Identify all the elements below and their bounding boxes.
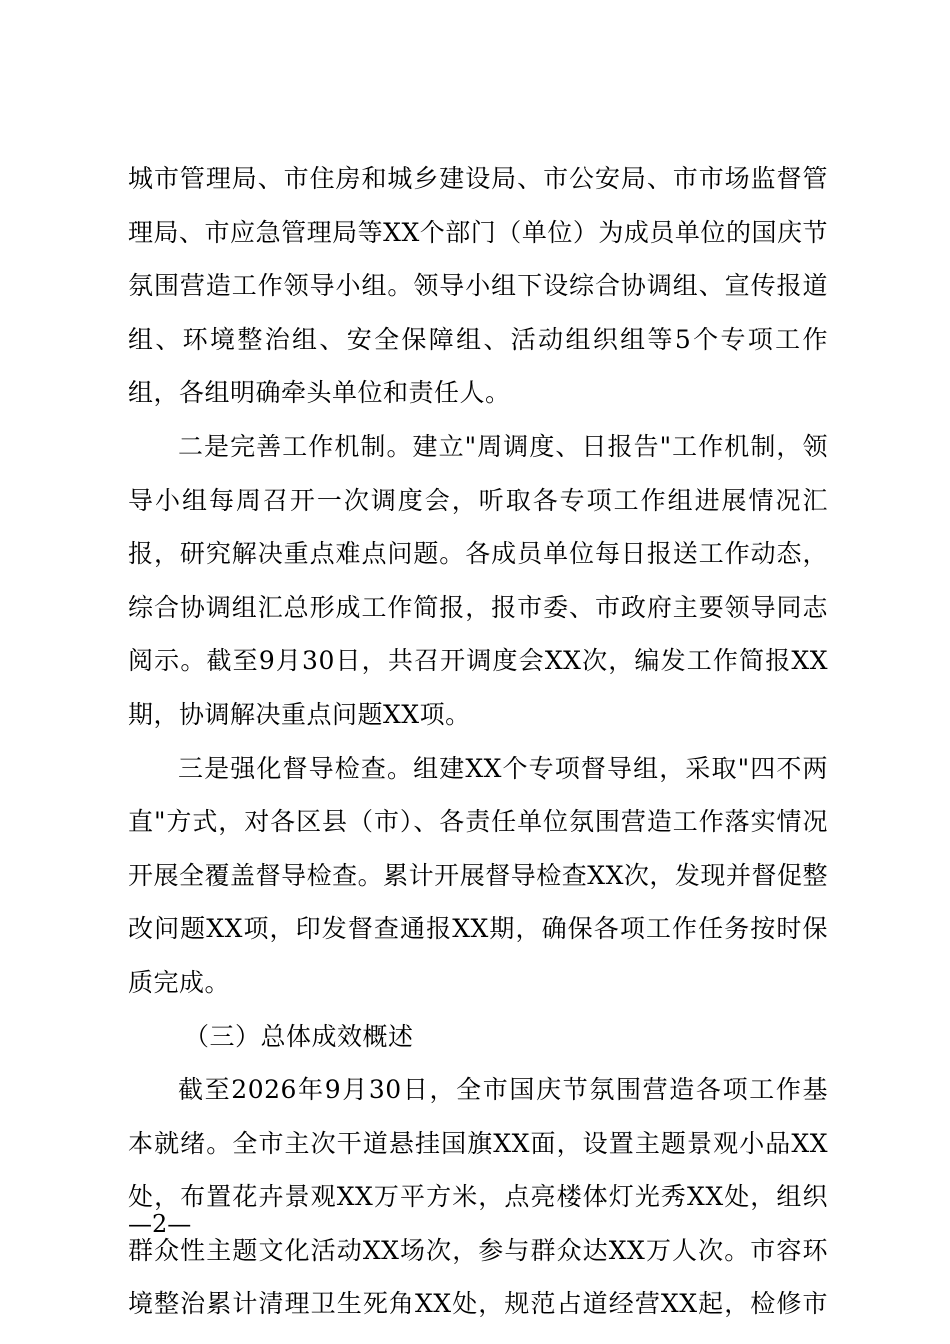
text-line-20: 处，布置花卉景观XX万平方米，点亮楼体灯光秀XX处，组织: [128, 1182, 828, 1212]
paragraph-start-summary: 截至2026年9月30日，全市国庆节氛围营造各项工作基: [178, 1075, 828, 1105]
text-line-3: 氛围营造工作领导小组。领导小组下设综合协调组、宣传报道: [128, 271, 828, 301]
text-line-2: 理局、市应急管理局等XX个部门（单位）为成员单位的国庆节: [128, 217, 828, 247]
text-line-13: 直"方式，对各区县（市）、各责任单位氛围营造工作落实情况: [128, 807, 828, 837]
document-body: [128, 152, 828, 1331]
text-line-21: 群众性主题文化活动XX场次，参与群众达XX万人次。市容环: [128, 1235, 828, 1265]
text-line-7: 导小组每周召开一次调度会，听取各专项工作组进展情况汇: [128, 485, 828, 515]
text-line-5: 组，各组明确牵头单位和责任人。: [128, 378, 511, 408]
text-line-1: 城市管理局、市住房和城乡建设局、市公安局、市市场监督管: [128, 164, 828, 193]
text-line-16: 质完成。: [128, 967, 231, 997]
text-line-4: 组、环境整治组、安全保障组、活动组织组等5个专项工作: [128, 324, 828, 354]
text-line-9: 综合协调组汇总形成工作简报，报市委、市政府主要领导同志: [128, 592, 828, 622]
text-line-10: 阅示。截至9月30日，共召开调度会XX次，编发工作简报XX: [128, 646, 828, 676]
text-line-14: 开展全覆盖督导检查。累计开展督导检查XX次，发现并督促整: [128, 860, 828, 890]
text-line-19: 本就绪。全市主次干道悬挂国旗XX面，设置主题景观小品XX: [128, 1128, 828, 1158]
text-line-11: 期，协调解决重点问题XX项。: [128, 699, 471, 729]
paragraph-start-mechanism: 二是完善工作机制。建立"周调度、日报告"工作机制，领: [178, 431, 828, 461]
paragraph-start-inspection: 三是强化督导检查。组建XX个专项督导组，采取"四不两: [178, 753, 828, 783]
text-line-8: 报，研究解决重点难点问题。各成员单位每日报送工作动态，: [128, 539, 828, 569]
text-line-15: 改问题XX项，印发督查通报XX期，确保各项工作任务按时保: [128, 914, 828, 944]
section-heading: （三）总体成效概述: [184, 1021, 414, 1051]
text-line-22: 境整治累计清理卫生死角XX处，规范占道经营XX起，检修市: [128, 1289, 828, 1319]
page-number: —2—: [128, 1210, 192, 1238]
